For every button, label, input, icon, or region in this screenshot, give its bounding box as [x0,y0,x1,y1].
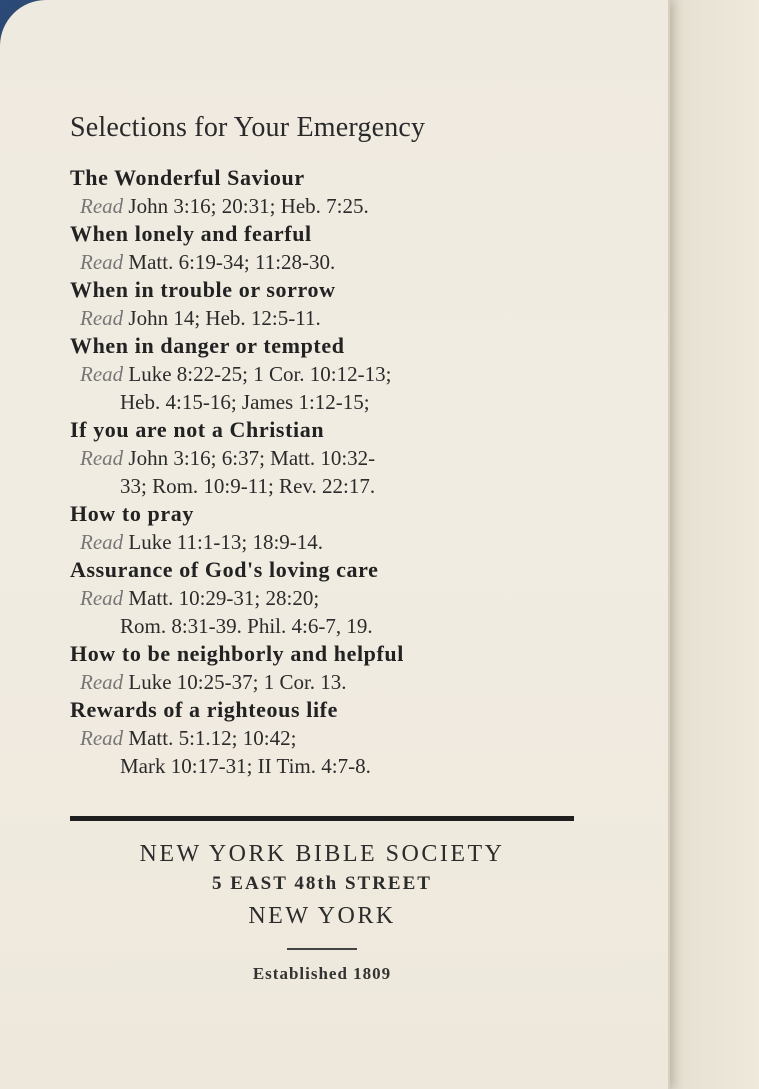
entry-references [80,584,590,640]
reference-text: John 3:16; 20:31; Heb. 7:25. [123,194,369,218]
reference-line [80,530,323,554]
reference-line [80,194,369,218]
reference-text: Luke 11:1-13; 18:9-14. [123,530,324,554]
entry-heading: If you are not a Christian [70,417,325,442]
entry-references [80,248,590,276]
read-label: Read [80,530,124,554]
entry-heading: When lonely and fearful [70,221,312,246]
reference-line [80,306,321,330]
reference-text: Luke 10:25-37; 1 Cor. 13. [123,670,347,694]
read-label: Read [80,194,124,218]
reference-text: Matt. 10:29-31; 28:20; [123,586,320,610]
reference-text: Luke 8:22-25; 1 Cor. 10:12-13; [123,362,392,386]
entry-heading: How to be neighborly and helpful [70,641,404,666]
reference-line [80,446,375,470]
read-label: Read [80,306,124,330]
reference-line [80,472,590,500]
reference-line [80,250,335,274]
page-title: Selections for Your Emergency [70,112,426,143]
list-item [60,220,590,276]
footer [70,838,574,984]
entry-heading: The Wonderful Saviour [70,165,305,190]
list-item [60,640,590,696]
list-item [60,500,590,556]
entry-references [80,668,590,696]
read-label: Read [80,250,124,274]
read-label: Read [80,670,124,694]
entries-list [60,164,590,780]
short-divider [287,948,357,950]
entry-references [80,304,590,332]
list-item [60,556,590,640]
entry-heading: Rewards of a righteous life [70,697,338,722]
read-label: Read [80,446,124,470]
entry-heading: When in danger or tempted [70,333,345,358]
entry-heading: When in trouble or sorrow [70,277,336,302]
society-address: 5 EAST 48th STREET [212,873,432,894]
entry-references [80,444,590,500]
read-label: Read [80,586,124,610]
reference-text: John 14; Heb. 12:5-11. [123,306,321,330]
reference-text: Matt. 5:1.12; 10:42; [123,726,297,750]
list-item [60,416,590,500]
reference-text: Matt. 6:19-34; 11:28-30. [123,250,336,274]
reference-text: Rom. 8:31-39. Phil. 4:6-7, 19. [120,614,373,638]
content [60,112,590,780]
reference-text: 33; Rom. 10:9-11; Rev. 22:17. [120,474,376,498]
divider-rule [70,816,574,821]
reference-line [80,752,590,780]
reference-line [80,586,319,610]
list-item [60,696,590,780]
reference-line [80,362,391,386]
read-label: Read [80,726,124,750]
reference-line [80,612,590,640]
list-item [60,164,590,220]
entry-references [80,192,590,220]
list-item [60,332,590,416]
reference-text: Heb. 4:15-16; James 1:12-15; [120,390,370,414]
reference-text: Mark 10:17-31; II Tim. 4:7-8. [120,754,371,778]
reference-line [80,388,590,416]
society-name: NEW YORK BIBLE SOCIETY [139,841,505,867]
read-label: Read [80,362,124,386]
reference-line [80,670,347,694]
entry-references [80,528,590,556]
established-line: Established 1809 [252,964,392,983]
reference-line [80,726,296,750]
reference-text: John 3:16; 6:37; Matt. 10:32- [123,446,376,470]
entry-references [80,724,590,780]
entry-heading: Assurance of God's loving care [70,557,379,582]
society-city: NEW YORK [248,903,396,929]
list-item [60,276,590,332]
entry-heading: How to pray [70,501,194,526]
entry-references [80,360,590,416]
